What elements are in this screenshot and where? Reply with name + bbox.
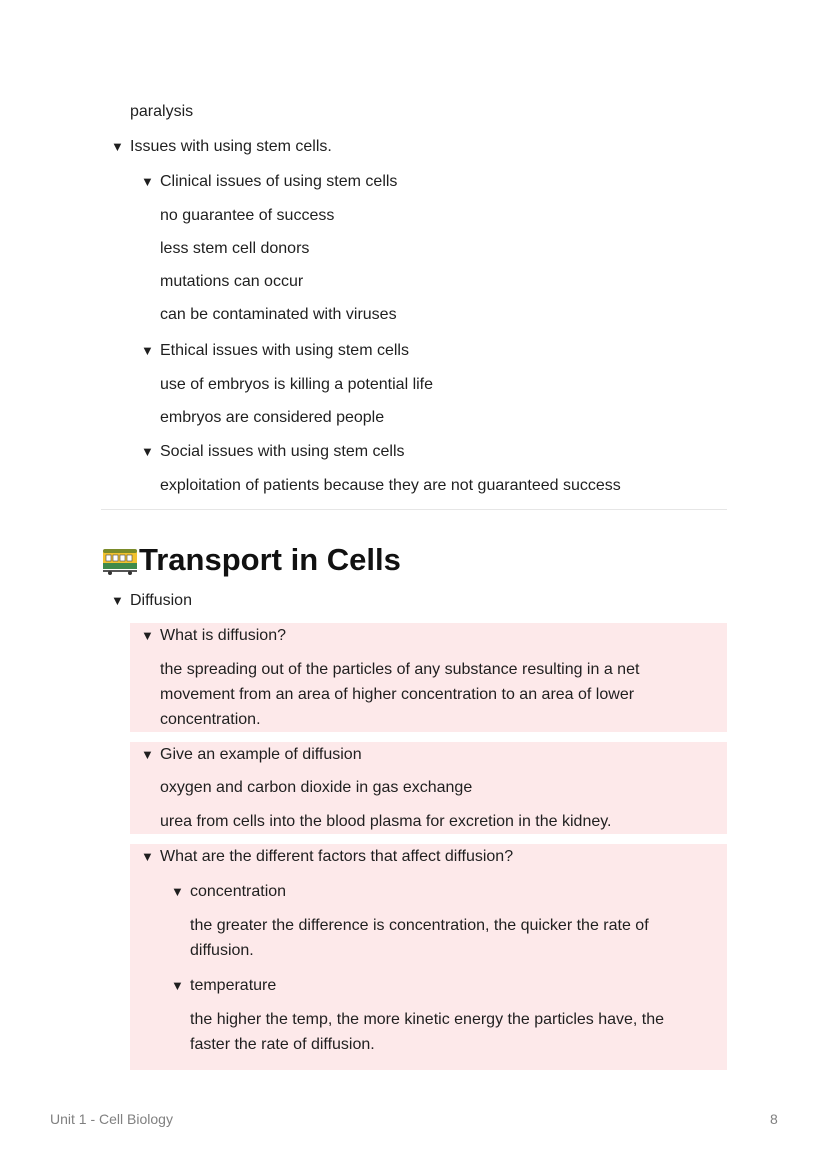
list-item: can be contaminated with viruses bbox=[160, 306, 397, 323]
toggle-example[interactable]: Give an example of diffusion bbox=[160, 746, 362, 763]
answer-text: the higher the temp, the more kinetic energy the particles have, the faster the rate of diffusion. bbox=[190, 1011, 665, 1053]
toggle-social[interactable]: Social issues with using stem cells bbox=[160, 443, 405, 460]
list-item: embryos are considered people bbox=[160, 409, 385, 426]
toggle-ethical[interactable]: Ethical issues with using stem cells bbox=[160, 342, 409, 359]
toggle-temperature[interactable]: temperature bbox=[190, 977, 277, 994]
toggle-concentration[interactable]: concentration bbox=[190, 883, 287, 900]
toggle-triangle-icon[interactable]: ▼ bbox=[141, 343, 154, 358]
toggle-triangle-icon[interactable]: ▼ bbox=[111, 139, 124, 154]
list-item: use of embryos is killing a potential life bbox=[160, 376, 434, 393]
divider bbox=[101, 509, 727, 510]
toggle-triangle-icon[interactable]: ▼ bbox=[141, 444, 154, 459]
toggle-triangle-icon[interactable]: ▼ bbox=[171, 978, 184, 993]
list-item: paralysis bbox=[130, 103, 194, 120]
toggle-triangle-icon[interactable]: ▼ bbox=[171, 884, 184, 899]
tram-icon bbox=[102, 546, 138, 576]
answer-text: urea from cells into the blood plasma for excretion in the kidney. bbox=[160, 813, 612, 830]
toggle-diffusion[interactable]: Diffusion bbox=[130, 592, 192, 609]
toggle-triangle-icon[interactable]: ▼ bbox=[111, 593, 124, 608]
toggle-what-is-diffusion[interactable]: What is diffusion? bbox=[160, 627, 286, 644]
page-number: 8 bbox=[770, 1111, 778, 1127]
list-item: mutations can occur bbox=[160, 273, 304, 290]
answer-text: oxygen and carbon dioxide in gas exchange bbox=[160, 779, 473, 796]
list-item: no guarantee of success bbox=[160, 207, 335, 224]
toggle-triangle-icon[interactable]: ▼ bbox=[141, 628, 154, 643]
toggle-issues[interactable]: Issues with using stem cells. bbox=[130, 138, 332, 155]
toggle-triangle-icon[interactable]: ▼ bbox=[141, 747, 154, 762]
answer-text: the greater the difference is concentration, the quicker the rate of diffusion. bbox=[190, 917, 649, 959]
section-heading: Transport in Cells bbox=[139, 542, 401, 577]
toggle-clinical[interactable]: Clinical issues of using stem cells bbox=[160, 173, 398, 190]
answer-text: the spreading out of the particles of any substance resulting in a net movement from an area of higher concentration to an area of lower concentration. bbox=[160, 661, 640, 728]
list-item: less stem cell donors bbox=[160, 240, 310, 257]
toggle-triangle-icon[interactable]: ▼ bbox=[141, 849, 154, 864]
toggle-triangle-icon[interactable]: ▼ bbox=[141, 174, 154, 189]
footer-title: Unit 1 - Cell Biology bbox=[50, 1111, 173, 1127]
list-item: exploitation of patients because they are not guaranteed success bbox=[160, 477, 621, 494]
toggle-factors[interactable]: What are the different factors that affect diffusion? bbox=[160, 848, 514, 865]
